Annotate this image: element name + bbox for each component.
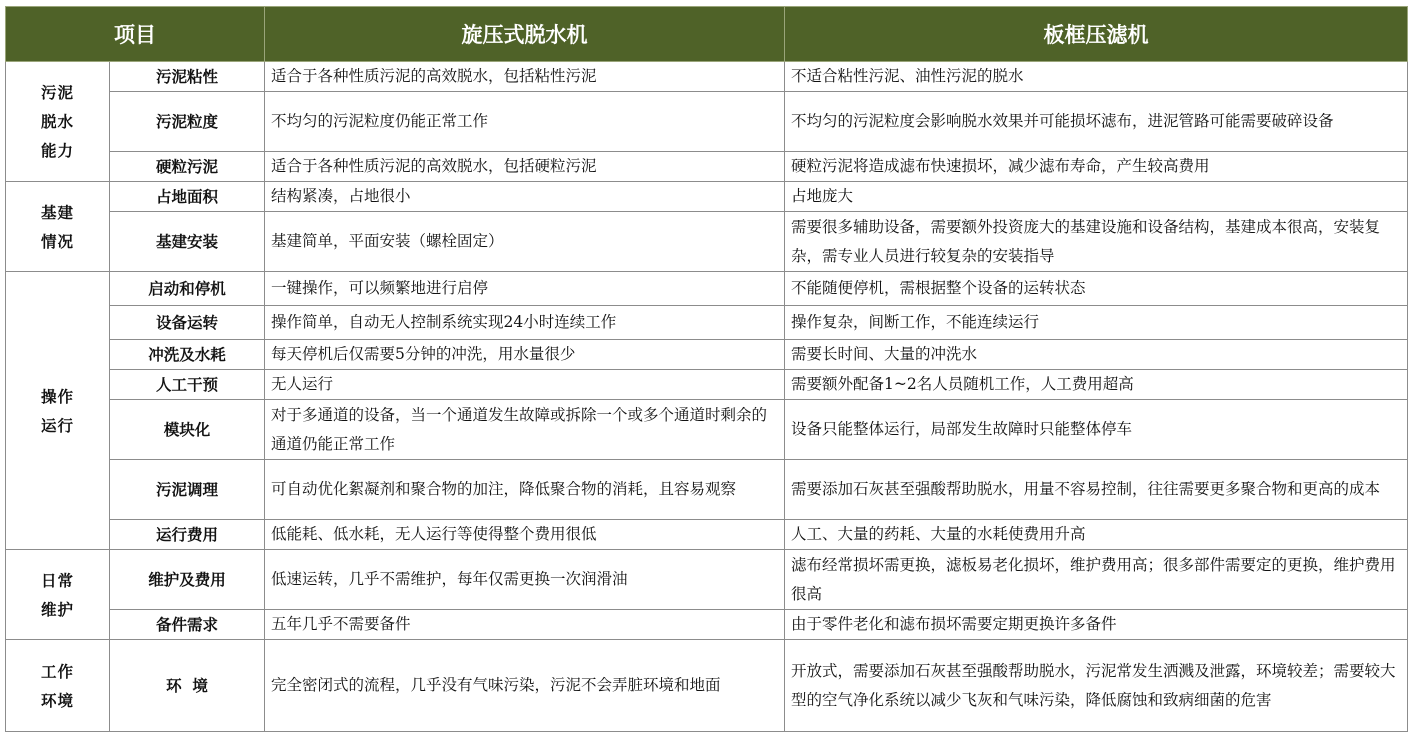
cell-col-a: 低能耗、低水耗，无人运行等使得整个费用很低: [265, 520, 785, 550]
cell-col-a: 适合于各种性质污泥的高效脱水，包括粘性污泥: [265, 62, 785, 92]
category-label: 日常 维护: [6, 550, 110, 640]
cell-col-b: 占地庞大: [785, 182, 1408, 212]
row-item: 设备运转: [110, 306, 265, 340]
table-row: [6, 640, 1408, 732]
table-row: [6, 370, 1408, 400]
table-row: [6, 92, 1408, 152]
cell-col-a: 适合于各种性质污泥的高效脱水，包括硬粒污泥: [265, 152, 785, 182]
row-item: 环 境: [110, 640, 265, 732]
cell-col-a: 可自动优化絮凝剂和聚合物的加注，降低聚合物的消耗，且容易观察: [265, 460, 785, 520]
table-row: [6, 550, 1408, 610]
row-item: 占地面积: [110, 182, 265, 212]
header-row: [6, 7, 1408, 62]
row-item: 人工干预: [110, 370, 265, 400]
table-row: [6, 272, 1408, 306]
cell-col-a: 对于多通道的设备，当一个通道发生故障或拆除一个或多个通道时剩余的通道仍能正常工作: [265, 400, 785, 460]
row-item: 备件需求: [110, 610, 265, 640]
cell-col-b: 不适合粘性污泥、油性污泥的脱水: [785, 62, 1408, 92]
header-col-a: 旋压式脱水机: [265, 7, 785, 62]
row-item: 冲洗及水耗: [110, 340, 265, 370]
cell-col-b: 操作复杂，间断工作，不能连续运行: [785, 306, 1408, 340]
cell-col-a: 结构紧凑，占地很小: [265, 182, 785, 212]
table-row: [6, 152, 1408, 182]
cell-col-b: 硬粒污泥将造成滤布快速损坏，减少滤布寿命，产生较高费用: [785, 152, 1408, 182]
table-row: [6, 460, 1408, 520]
header-item: 项目: [6, 7, 265, 62]
table-row: [6, 62, 1408, 92]
row-item: 污泥调理: [110, 460, 265, 520]
cell-col-a: 五年几乎不需要备件: [265, 610, 785, 640]
cell-col-a: 低速运转，几乎不需维护，每年仅需更换一次润滑油: [265, 550, 785, 610]
cell-col-b: 人工、大量的药耗、大量的水耗使费用升高: [785, 520, 1408, 550]
table-row: [6, 306, 1408, 340]
cell-col-b: 需要添加石灰甚至强酸帮助脱水，用量不容易控制，往往需要更多聚合物和更高的成本: [785, 460, 1408, 520]
cell-col-a: 不均匀的污泥粒度仍能正常工作: [265, 92, 785, 152]
cell-col-b: 滤布经常损坏需更换，滤板易老化损坏，维护费用高；很多部件需要定的更换，维护费用很高: [785, 550, 1408, 610]
row-item: 模块化: [110, 400, 265, 460]
cell-col-b: 不能随便停机，需根据整个设备的运转状态: [785, 272, 1408, 306]
category-label: 基建 情况: [6, 182, 110, 272]
cell-col-b: 不均匀的污泥粒度会影响脱水效果并可能损坏滤布，进泥管路可能需要破碎设备: [785, 92, 1408, 152]
row-item: 基建安装: [110, 212, 265, 272]
cell-col-a: 无人运行: [265, 370, 785, 400]
table-row: [6, 182, 1408, 212]
cell-col-b: 设备只能整体运行，局部发生故障时只能整体停车: [785, 400, 1408, 460]
table-row: [6, 400, 1408, 460]
row-item: 运行费用: [110, 520, 265, 550]
row-item: 污泥粒度: [110, 92, 265, 152]
table-row: [6, 212, 1408, 272]
table-row: [6, 610, 1408, 640]
comparison-table: [5, 6, 1408, 732]
row-item: 污泥粘性: [110, 62, 265, 92]
cell-col-b: 需要很多辅助设备，需要额外投资庞大的基建设施和设备结构，基建成本很高，安装复杂，需专业人员进行较复杂的安装指导: [785, 212, 1408, 272]
category-label: 工作 环境: [6, 640, 110, 732]
category-label: 操作 运行: [6, 272, 110, 550]
row-item: 启动和停机: [110, 272, 265, 306]
row-item: 硬粒污泥: [110, 152, 265, 182]
cell-col-a: 每天停机后仅需要5分钟的冲洗，用水量很少: [265, 340, 785, 370]
table-row: [6, 520, 1408, 550]
cell-col-a: 基建简单，平面安装（螺栓固定）: [265, 212, 785, 272]
table-row: [6, 340, 1408, 370]
cell-col-a: 操作简单，自动无人控制系统实现24小时连续工作: [265, 306, 785, 340]
category-label: 污泥 脱水 能力: [6, 62, 110, 182]
cell-col-a: 完全密闭式的流程，几乎没有气味污染，污泥不会弄脏环境和地面: [265, 640, 785, 732]
row-item: 维护及费用: [110, 550, 265, 610]
cell-col-a: 一键操作，可以频繁地进行启停: [265, 272, 785, 306]
cell-col-b: 由于零件老化和滤布损坏需要定期更换许多备件: [785, 610, 1408, 640]
header-col-b: 板框压滤机: [785, 7, 1408, 62]
cell-col-b: 需要长时间、大量的冲洗水: [785, 340, 1408, 370]
cell-col-b: 开放式，需要添加石灰甚至强酸帮助脱水，污泥常发生洒溅及泄露，环境较差；需要较大型的空气净化系统以减少飞灰和气味污染，降低腐蚀和致病细菌的危害: [785, 640, 1408, 732]
cell-col-b: 需要额外配备1~2名人员随机工作，人工费用超高: [785, 370, 1408, 400]
